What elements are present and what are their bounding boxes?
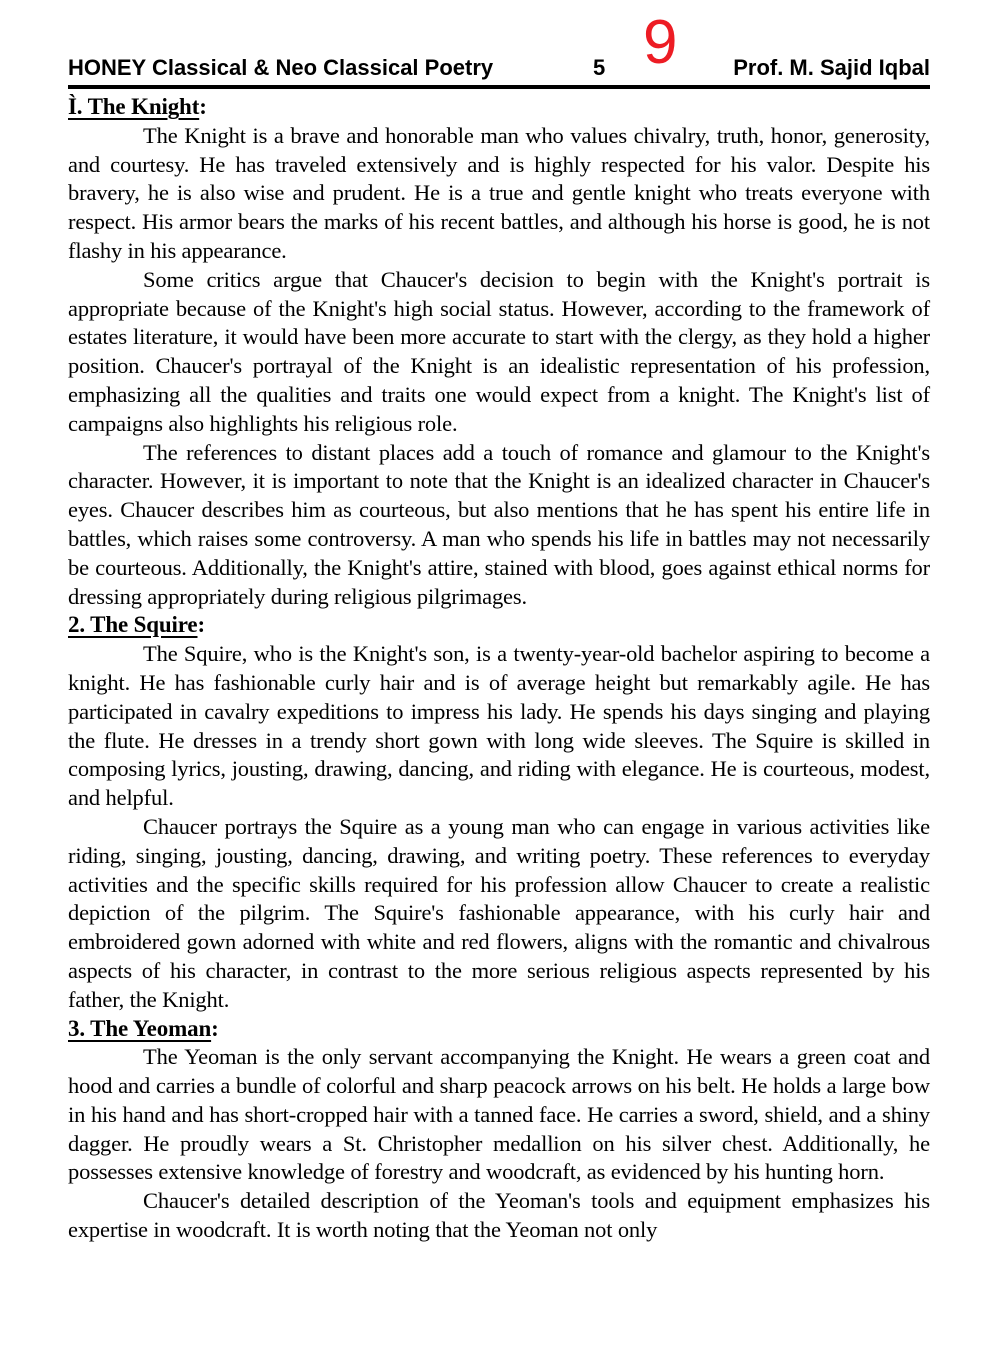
page-number: 5: [593, 55, 606, 80]
section-heading: [68, 611, 930, 640]
paragraph: The Knight is a brave and honorable man who values chivalry, truth, honor, generosity, and courtesy. He has traveled extensively and is highly respected for his valor. Despite his bravery, he is also wise and prudent. He is a true and gentle knight who treats everyone with respect. His armor bears the marks of his recent battles, and although his horse is good, he is not flashy in his appearance.: [68, 122, 930, 263]
paragraph: The Squire, who is the Knight's son, is a twenty-year-old bachelor aspiring to become a knight. He has fashionable curly hair and is of average height but remarkably agile. He has participated in cavalry expeditions to impress his lady. He spends his days singing and playing the flute. He dresses in a trendy short gown with long wide sleeves. The Squire is skilled in composing lyrics, jousting, drawing, dancing, and riding with elegance. He is courteous, modest, and helpful.: [68, 641, 930, 811]
section-heading: [68, 93, 930, 122]
section-heading-colon: :: [197, 612, 206, 638]
paragraph: Chaucer's detailed description of the Yeoman's tools and equipment emphasizes his expertise in woodcraft. It is worth noting that the Yeoman not only: [68, 1188, 930, 1243]
section-heading-colon: :: [211, 1015, 219, 1041]
page-content: [68, 0, 930, 1245]
paragraph: Chaucer portrays the Squire as a young man who can engage in various activities like riding, singing, jousting, dancing, drawing, and writing poetry. These references to everyday activities and the specific skills required for his profession allow Chaucer to create a realistic depiction of the pilgrim. The Squire's fashionable appearance, with his curly hair and embroidered gown adorned with white and red flowers, aligns with the romantic and chivalrous aspects of his character, in contrast to the more serious religious aspects represented by his father, the Knight.: [68, 813, 930, 1012]
handwritten-page-mark: 9: [643, 8, 678, 77]
paragraph: The references to distant places add a touch of romance and glamour to the Knight's character. However, it is important to note that the Knight is an idealized character in Chaucer's eyes. Chaucer describes him as courteous, but also mentions that he has spent his entire life in battles, which raises some controversy. A man who spends his life in battles may not necessarily be courteous. Additionally, the Knight's attire, stained with blood, goes against ethical norms for dressing appropriately during religious pilgrimages.: [68, 439, 930, 609]
section-heading-label: Ì. The Knight: [68, 94, 200, 119]
paragraph: The Yeoman is the only servant accompanying the Knight. He wears a green coat and hood and carries a bundle of colorful and sharp peacock arrows on his belt. He holds a large bow in his hand and has short-cropped hair with a tanned face. He carries a sword, shield, and a shiny dagger. He proudly wears a St. Christopher medallion on his silver chest. Additionally, he possesses extensive knowledge of forestry and woodcraft, as evidenced by his hunting horn.: [68, 1044, 930, 1185]
page-header: [68, 0, 930, 89]
section-heading-label: 2. The Squire: [68, 612, 198, 638]
document-body: [68, 89, 930, 1245]
author-name: Prof. M. Sajid Iqbal: [733, 55, 930, 80]
paragraph: Some critics argue that Chaucer's decision to begin with the Knight's portrait is appropriate because of the Knight's high social status. However, according to the framework of estates literature, it would have been more accurate to start with the clergy, as they hold a higher position. Chaucer's portrayal of the Knight is an idealistic representation of his profession, emphasizing all the qualities and traits one would expect from a knight. The Knight's list of campaigns also highlights his religious role.: [68, 266, 930, 436]
section-heading: [68, 1015, 930, 1044]
document-title: HONEY Classical & Neo Classical Poetry: [68, 55, 494, 80]
section-heading-label: 3. The Yeoman: [68, 1015, 212, 1041]
section-heading-colon: :: [199, 94, 207, 119]
